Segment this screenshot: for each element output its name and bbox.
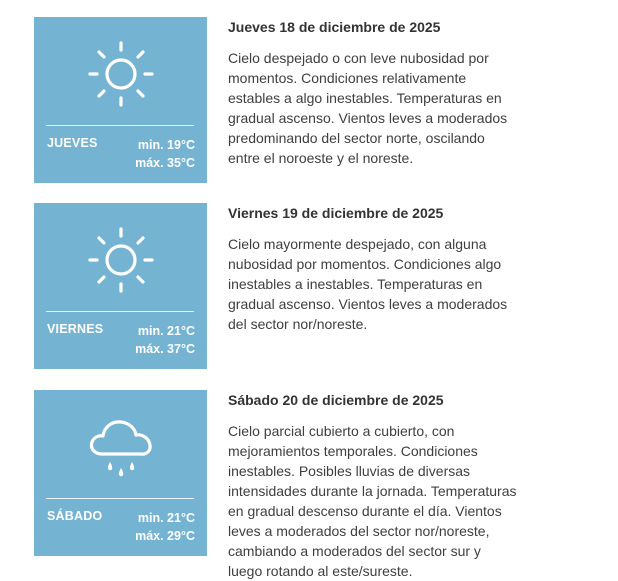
card-divider xyxy=(46,125,194,126)
forecast-text xyxy=(228,17,518,168)
max-temperature: máx. 35°C xyxy=(135,156,195,170)
temperature-range xyxy=(135,136,195,172)
day-label: SÁBADO xyxy=(47,509,103,523)
forecast-text xyxy=(228,203,518,334)
forecast-date: Viernes 19 de diciembre de 2025 xyxy=(228,205,444,221)
forecast-date: Sábado 20 de diciembre de 2025 xyxy=(228,392,444,408)
sun-icon xyxy=(84,37,158,111)
min-temperature: min. 21°C xyxy=(137,511,195,525)
weather-card xyxy=(34,203,207,369)
min-temperature: min. 19°C xyxy=(137,138,195,152)
min-temperature: min. 21°C xyxy=(137,324,195,338)
day-label: VIERNES xyxy=(47,322,104,336)
forecast-date: Jueves 18 de diciembre de 2025 xyxy=(228,19,441,35)
forecast-text xyxy=(228,390,518,581)
card-divider xyxy=(46,311,194,312)
forecast-description: Cielo despejado o con leve nubosidad por momentos. Condiciones relativamente estables a algo inestables. Temperaturas en gradual ascenso. Vientos leves a moderados predominando del sector norte, oscilando entre el noroeste y el noreste. xyxy=(228,50,508,166)
forecast-day-1 xyxy=(34,17,594,197)
weather-card xyxy=(34,17,207,183)
forecast-description: Cielo mayormente despejado, con alguna nubosidad por momentos. Condiciones algo inestables a inestables. Temperaturas en gradual ascenso. Vientos leves a moderados del sector nor/noreste. xyxy=(228,236,508,332)
temperature-range xyxy=(135,509,195,545)
forecast-day-3 xyxy=(34,390,594,579)
weather-card xyxy=(34,390,207,556)
card-divider xyxy=(46,498,194,499)
day-label: JUEVES xyxy=(47,136,98,150)
sun-icon xyxy=(84,223,158,297)
rain-cloud-icon xyxy=(84,410,158,484)
max-temperature: máx. 29°C xyxy=(135,529,195,543)
temperature-range xyxy=(135,322,195,358)
forecast-day-2 xyxy=(34,203,594,383)
max-temperature: máx. 37°C xyxy=(135,342,195,356)
forecast-description: Cielo parcial cubierto a cubierto, con mejoramientos temporales. Condiciones inestables. Posibles lluvias de diversas intensidades durante la jornada. Temperaturas en gradual descenso durante el día. Vientos leves a moderados del sector nor/noreste, cambiando a moderados del sector sur y luego rotando al este/sureste. xyxy=(228,423,517,579)
